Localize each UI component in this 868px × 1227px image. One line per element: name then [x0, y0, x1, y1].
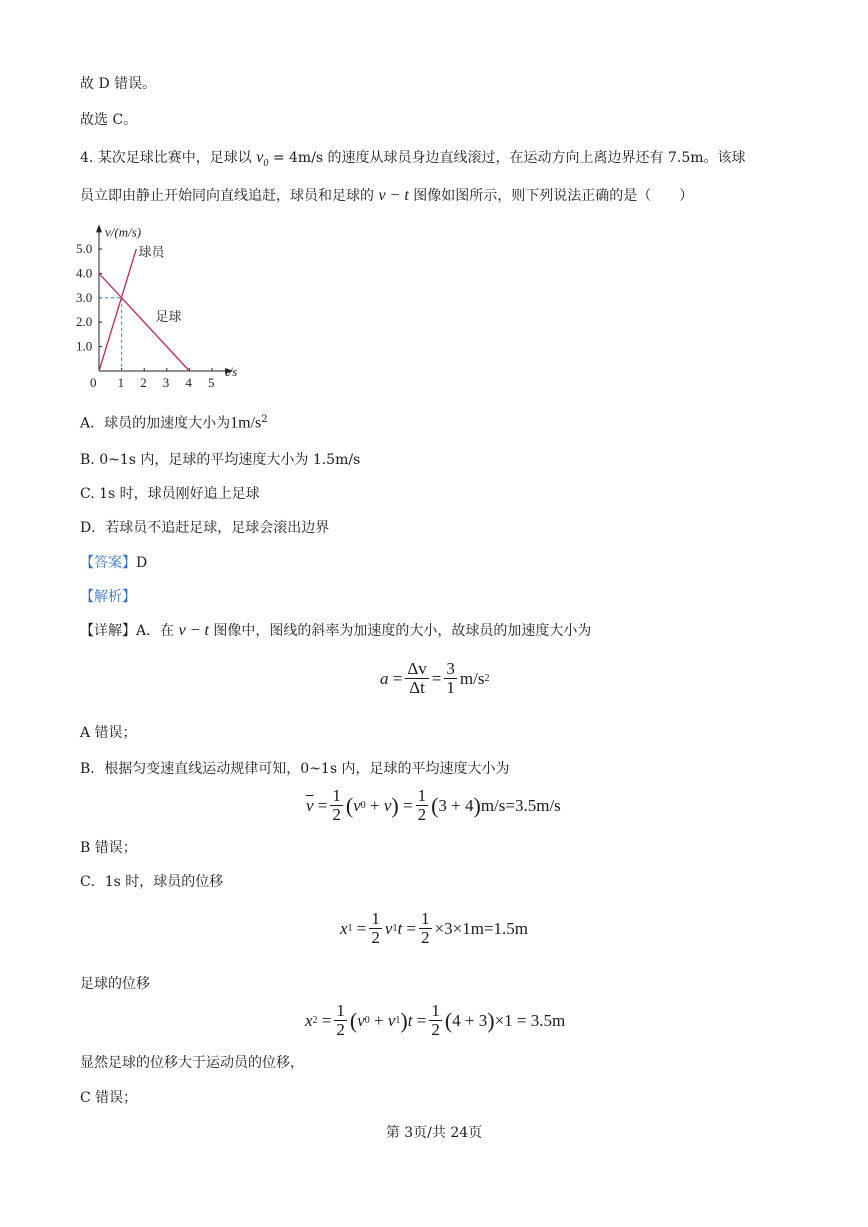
detail-c-line: C．1s 时，球员的位移 [80, 874, 224, 890]
analysis-line: 【解析】 [80, 589, 136, 605]
series-label-player: 球员 [138, 244, 165, 260]
question-line-2 [80, 186, 693, 206]
x-tick-label: 0 [90, 375, 97, 390]
question-text-1a: 某次足球比赛中，足球以 [97, 150, 252, 166]
series-line-player [99, 249, 136, 371]
vt-graph [72, 222, 262, 390]
answer-tag: 【答案】 [80, 555, 136, 571]
x-tick-label: 5 [208, 375, 215, 390]
a-wrong-line: A 错误； [80, 725, 137, 741]
y-tick-label: 5.0 [76, 241, 93, 256]
y-axis-arrow [96, 224, 102, 232]
y-tick-label: 1.0 [76, 338, 93, 354]
conclusion-line: 显然足球的位移大于运动员的位移， [80, 1055, 304, 1071]
y-tick-label: 4.0 [76, 265, 93, 281]
x-tick-label: 4 [185, 375, 192, 390]
question-line-1 [80, 148, 746, 174]
x-tick-label: 1 [117, 375, 125, 390]
detail-a-line: 【详解】A．在 v − t 图像中，图线的斜率为加速度的大小，故球员的加速度大小为 [80, 622, 592, 639]
equation-average-velocity: $\overline{v}$ = $\frac{1}{2}$ ( v 0 + v ) = $\frac{1}{2}$ ( 3 + 4 ) m/s=3.5m/s [306, 786, 561, 824]
option-a: A．球员的加速度大小为$1m/s^2$ [80, 414, 268, 432]
v0-value: = 4m/s [268, 150, 324, 166]
v0-symbol: $v_0$ [256, 149, 269, 170]
option-d: D．若球员不追赶足球，足球会滚出边界 [80, 520, 330, 536]
vt-symbol-2: v − t [178, 622, 209, 639]
x-tick-label: 3 [162, 375, 170, 390]
answer-line [80, 553, 147, 573]
x-axis-label: t/s [225, 364, 238, 379]
vt-symbol: v − t [378, 187, 409, 204]
y-axis-label: v/(m/s) [105, 224, 142, 240]
question-number: 4. [80, 150, 94, 166]
option-c: C. 1s 时，球员刚好追上足球 [80, 486, 260, 502]
page-footer: 第 3页/共 24页 [385, 1125, 483, 1141]
series-label-ball: 足球 [155, 308, 182, 324]
equation-ball-displacement: x 2 = $\frac{1}{2}$ ( v 0 + v 1 ) t = $\frac{1}{2}$ ( 4 + 3 ) ×1 = 3.5m [305, 1001, 566, 1039]
b-wrong-line: B 错误； [80, 840, 137, 856]
x-tick-label: 2 [140, 375, 147, 390]
prev-d-line: 故 D 错误。 [80, 76, 157, 92]
question-text-1b: 的速度从球员身边直线滚过，在运动方向上离边界还有 7.5m。该球 [327, 150, 746, 166]
c-wrong-line: C 错误； [80, 1090, 138, 1106]
y-tick-label: 3.0 [76, 289, 93, 305]
y-tick-label: 2.0 [76, 314, 93, 330]
option-a-value: 1m/s [230, 414, 262, 432]
question-text-2b: 图像如图所示，则下列说法正确的是（ ） [413, 188, 694, 204]
equation-acceleration: a = $\frac{\Delta v}{\Delta t}$ = $\frac{3}{1}$ m/s 2 [380, 659, 490, 697]
question-text-2a: 员立即由静止开始同向直线追赶，球员和足球的 [80, 188, 374, 204]
prev-choice-line: 故选 C。 [80, 112, 138, 128]
answer-value: D [136, 555, 148, 571]
equation-player-displacement: x 1 = $\frac{1}{2}$ v 1 t = $\frac{1}{2}$ ×3×1m=1.5m [340, 909, 528, 947]
ball-displacement-label: 足球的位移 [80, 976, 150, 992]
detail-b-line: B．根据匀变速直线运动规律可知，0~1s 内，足球的平均速度大小为 [80, 761, 510, 777]
option-b: B. 0~1s 内，足球的平均速度大小为 1.5m/s [80, 452, 361, 468]
